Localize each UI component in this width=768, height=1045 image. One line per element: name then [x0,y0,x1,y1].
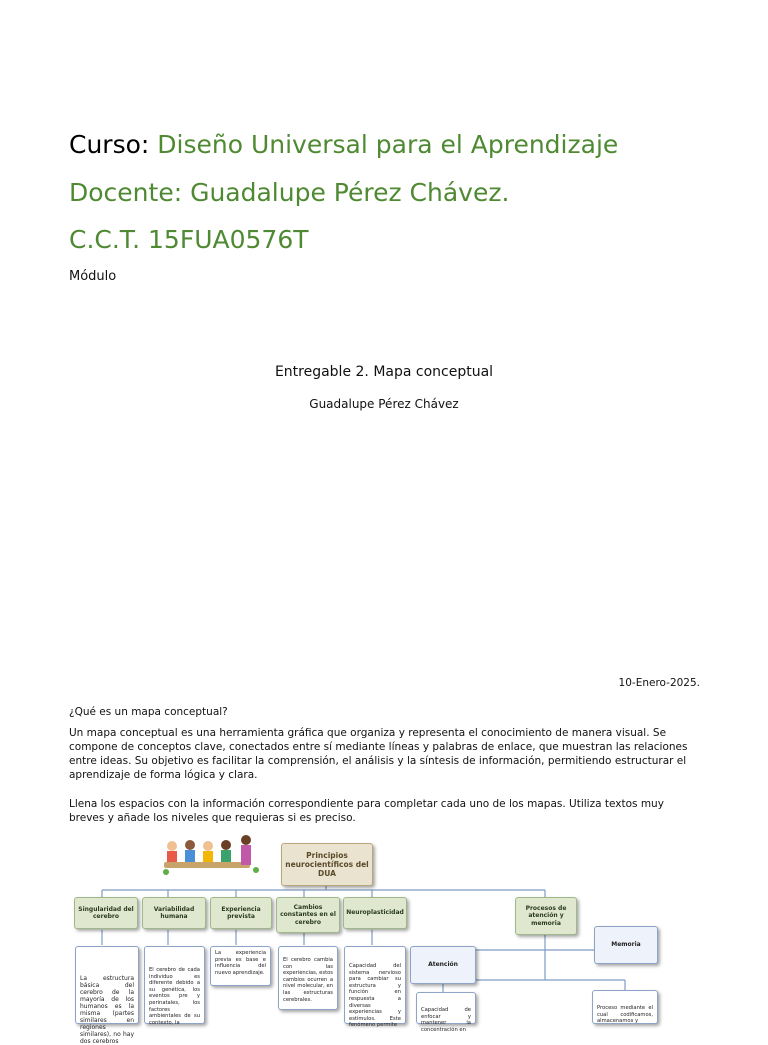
course-label: Curso: [69,130,150,159]
branch-singularidad: Singularidad del cerebro [74,897,138,929]
subnode-atencion: Atención [410,946,476,984]
definition-paragraph: Un mapa conceptual es una herramienta gráfica que organiza y representa el conocimiento de manera visual. Se compone de conceptos clave, conectados entre sí mediante líneas y palabras de enlace, que muestran las relaciones entre ideas. Su objetivo es facilitar la comprensión, el análisis y la síntesis de información, permitiendo estructurar el aprendizaje de forma lógica y clara. [69,727,688,781]
deliverable-title: Entregable 2. Mapa conceptual [274,364,494,380]
question-heading: ¿Qué es un mapa conceptual? [69,706,228,718]
detail-neuroplasticidad: Capacidad del sistema nervioso para cambiar su estructura y función en respuesta a diversas experiencias y estímulos. Este fenómeno permite [344,946,406,1024]
branch-experiencia: Experiencia prevista [210,897,272,929]
branch-procesos: Procesos de atención y memoria [515,897,577,935]
subnode-memoria: Memoria [594,926,658,964]
detail-atencion: Capacidad de enfocar y mantener la concentración en [416,992,476,1024]
root-concept: Principios neurocientíficos del DUA [281,843,373,886]
date: 10-Enero-2025. [618,677,700,689]
instructions-paragraph: Llena los espacios con la información correspondiente para completar cada uno de los mapas. Utiliza textos muy breves y añade los niveles que requieras si es preciso. [69,798,664,824]
detail-cambios: El cerebro cambia con las experiencias, estos cambios ocurren a nivel molecular, en las estructuras cerebrales. [278,946,338,1010]
detail-memoria: Proceso mediante el cual codificamos, almacenamos y [592,990,658,1024]
teacher-name: Docente: Guadalupe Pérez Chávez. [69,178,510,207]
module-label: Módulo [69,269,117,284]
course-heading [69,130,618,159]
branch-cambios: Cambios constantes en el cerebro [276,897,340,933]
detail-experiencia: La experiencia previa es base e influencia del nuevo aprendizaje. [210,946,271,986]
cct-code: C.C.T. 15FUA0576T [69,225,309,254]
detail-singularidad: La estructura básica del cerebro de la mayoría de los humanos es la misma (partes similares en regiones similares), no hay dos cerebros [75,946,139,1024]
deliverable-author: Guadalupe Pérez Chávez [309,397,459,411]
branch-variabilidad: Variabilidad humana [142,897,206,929]
branch-neuroplasticidad: Neuroplasticidad [343,897,407,929]
detail-variabilidad: El cerebro de cada individuo es diferente debido a su genética, los eventos pre y perinatales, los factores ambientales de su contexto, la [144,946,205,1024]
course-name: Diseño Universal para el Aprendizaje [157,130,619,159]
children-illustration-icon [158,834,262,876]
